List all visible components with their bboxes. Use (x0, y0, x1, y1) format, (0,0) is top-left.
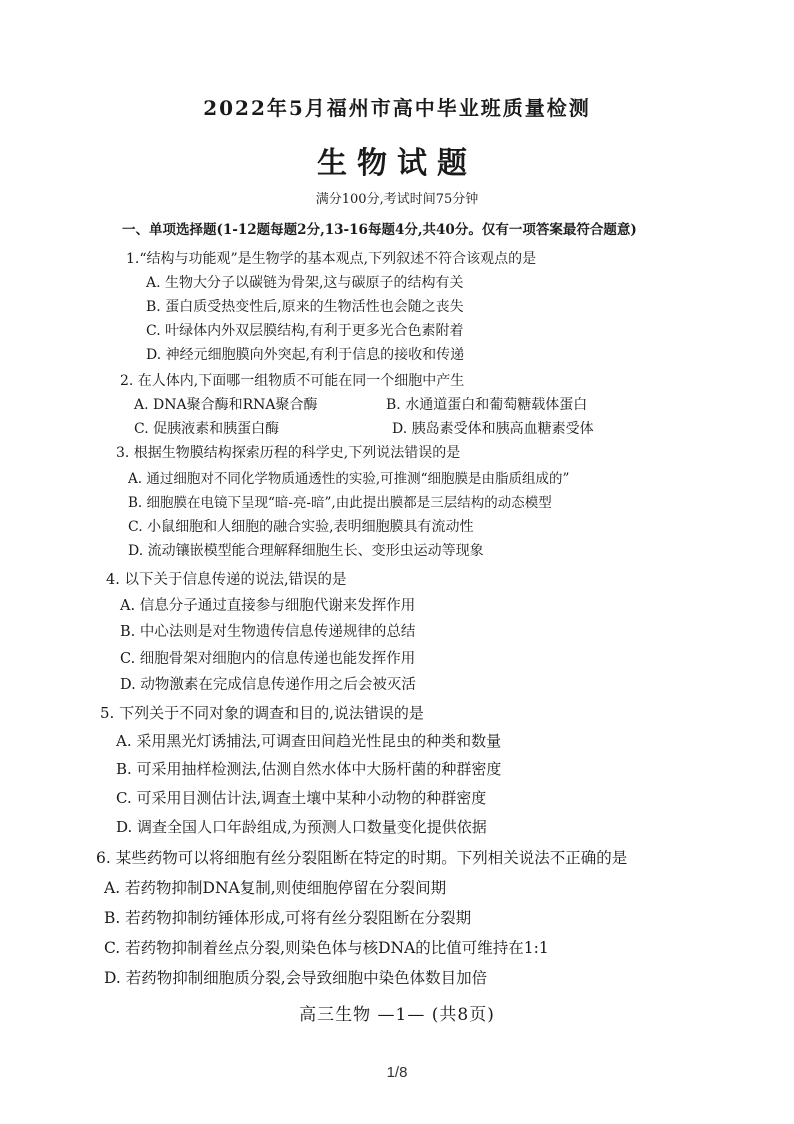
question-4-option-a: A. 信息分子通过直接参与细胞代谢来发挥作用 (120, 598, 416, 614)
section-header: 一、单项选择题(1-12题每题2分,13-16每题4分,共40分。仅有一项答案最符合题意) (122, 222, 637, 238)
question-1-option-c: C. 叶绿体内外双层膜结构,有利于更多光合色素附着 (146, 323, 464, 339)
question-3-option-b: B. 细胞膜在电镜下呈现“暗-亮-暗”,由此提出膜都是三层结构的动态模型 (128, 495, 552, 511)
question-5-option-d: D. 调查全国人口年龄组成,为预测人口数量变化提供依据 (116, 818, 487, 836)
page-footer: 高三生物 —1— (共8页) (299, 1005, 495, 1025)
subject-title: 生物试题 (317, 146, 477, 181)
question-3-option-a: A. 通过细胞对不同化学物质通透性的实验,可推测“细胞膜是由脂质组成的” (128, 471, 570, 487)
question-6-option-b: B. 若药物抑制纺锤体形成,可将有丝分裂阻断在分裂期 (104, 909, 472, 927)
question-5-option-a: A. 采用黑光灯诱捕法,可调查田间趋光性昆虫的种类和数量 (116, 732, 502, 750)
question-3-option-c: C. 小鼠细胞和人细胞的融合实验,表明细胞膜具有流动性 (128, 519, 474, 535)
question-6-option-c: C. 若药物抑制着丝点分裂,则染色体与核DNA的比值可维持在1:1 (104, 939, 549, 957)
exam-info: 满分100分,考试时间75分钟 (315, 192, 479, 207)
question-4-option-c: C. 细胞骨架对细胞内的信息传递也能发挥作用 (120, 651, 416, 667)
question-2-option-c: C. 促胰液素和胰蛋白酶 (134, 421, 280, 437)
question-5-stem: 5. 下列关于不同对象的调查和目的,说法错误的是 (100, 704, 424, 722)
page-indicator: 1/8 (386, 1064, 408, 1081)
question-6-option-a: A. 若药物抑制DNA复制,则使细胞停留在分裂间期 (104, 879, 447, 897)
question-2-option-a: A. DNA聚合酶和RNA聚合酶 (134, 397, 318, 413)
question-5-option-b: B. 可采用抽样检测法,估测自然水体中大肠杆菌的种群密度 (116, 760, 502, 778)
question-1-option-a: A. 生物大分子以碳链为骨架,这与碳原子的结构有关 (146, 275, 464, 291)
question-3-stem: 3. 根据生物膜结构探索历程的科学史,下列说法错误的是 (116, 445, 461, 461)
question-1-stem: 1.“结构与功能观”是生物学的基本观点,下列叙述不符合该观点的是 (126, 251, 537, 267)
question-4-option-b: B. 中心法则是对生物遗传信息传递规律的总结 (120, 624, 416, 640)
question-5-option-c: C. 可采用目测估计法,调查土壤中某种小动物的种群密度 (116, 789, 487, 807)
exam-title: 2022年5月福州市高中毕业班质量检测 (203, 96, 591, 120)
question-1-option-b: B. 蛋白质受热变性后,原来的生物活性也会随之丧失 (146, 299, 464, 315)
question-3-option-d: D. 流动镶嵌模型能合理解释细胞生长、变形虫运动等现象 (128, 543, 484, 559)
question-4-stem: 4. 以下关于信息传递的说法,错误的是 (106, 572, 347, 588)
question-2-option-b: B. 水通道蛋白和葡萄糖载体蛋白 (386, 397, 588, 413)
question-4-option-d: D. 动物激素在完成信息传递作用之后会被灭活 (120, 677, 416, 693)
question-1-option-d: D. 神经元细胞膜向外突起,有利于信息的接收和传递 (146, 347, 465, 363)
question-6-option-d: D. 若药物抑制细胞质分裂,会导致细胞中染色体数目加倍 (104, 969, 488, 987)
question-6-stem: 6. 某些药物可以将细胞有丝分裂阻断在特定的时期。下列相关说法不正确的是 (96, 849, 628, 867)
question-2-stem: 2. 在人体内,下面哪一组物质不可能在同一个细胞中产生 (120, 373, 465, 389)
question-2-option-d: D. 胰岛素受体和胰高血糖素受体 (392, 421, 594, 437)
